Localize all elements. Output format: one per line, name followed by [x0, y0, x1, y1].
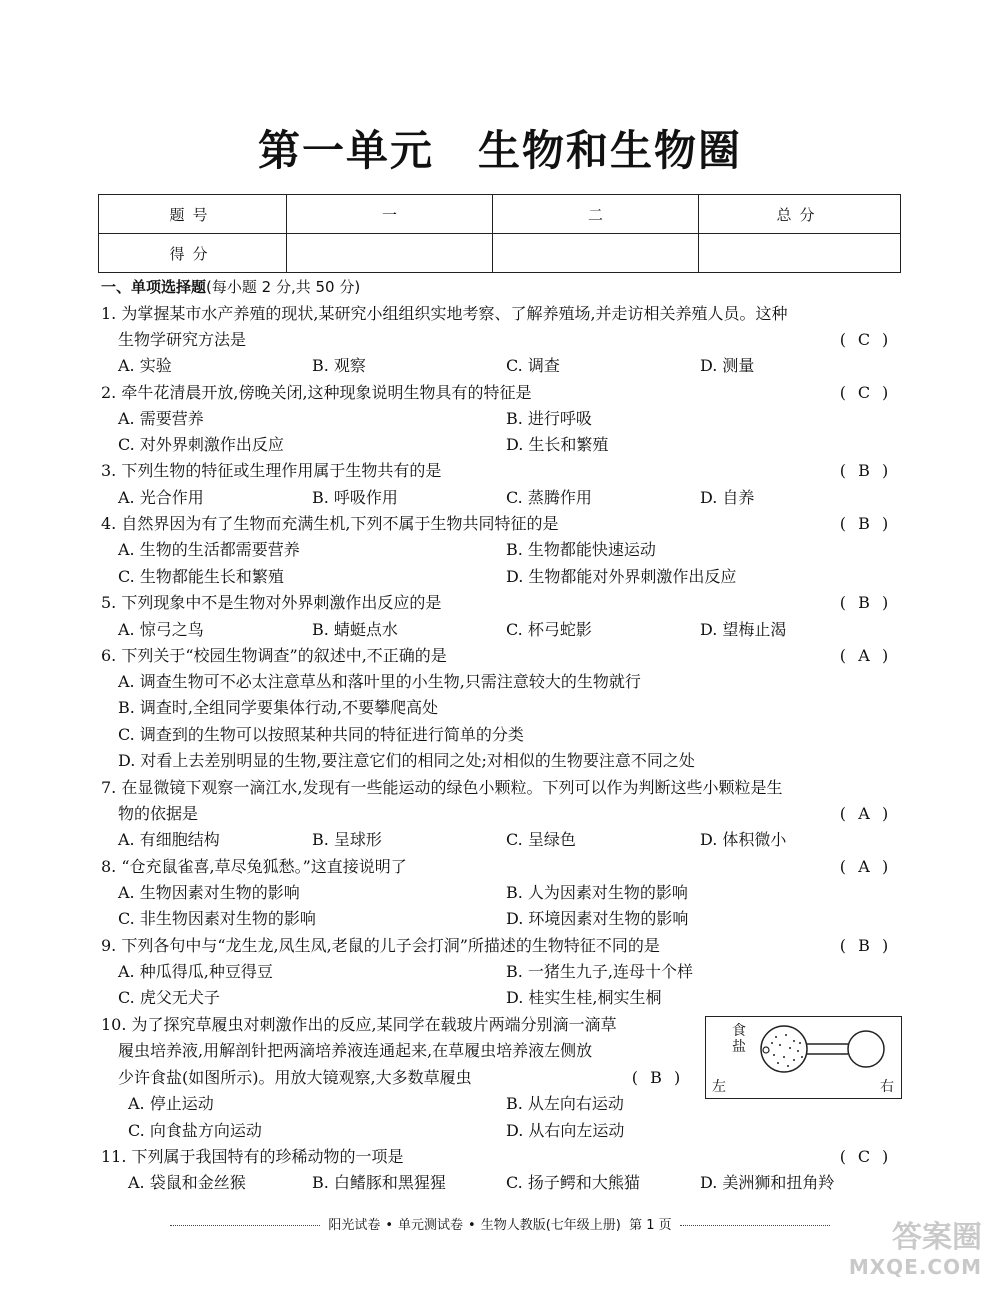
answer-slot: ( A ) — [828, 643, 900, 669]
right-drop — [848, 1031, 884, 1067]
answer-slot: ( C ) — [828, 1144, 900, 1170]
option: B. 调查时,全组同学要集体行动,不要攀爬高处 — [118, 698, 439, 717]
option: B. 进行呼吸 — [506, 409, 592, 428]
score-table — [98, 194, 901, 273]
section-title: 一、单项选择题 — [101, 278, 207, 296]
left-label: 左 — [712, 1079, 726, 1095]
option: C. 非生物因素对生物的影响 — [118, 909, 316, 928]
option: C. 调查 — [506, 356, 560, 375]
option: B. 人为因素对生物的影响 — [506, 883, 688, 902]
footer-subject: 生物人教版(七年级上册) — [480, 1218, 621, 1233]
page-number: 第 1 页 — [629, 1218, 672, 1233]
watermark-logo — [832, 1221, 982, 1285]
answer-slot: ( B ) — [620, 1065, 692, 1091]
options-row — [118, 880, 908, 906]
options-row — [118, 564, 908, 590]
option: A. 惊弓之鸟 — [118, 620, 204, 639]
options-row — [118, 537, 908, 563]
option: B. 生物都能快速运动 — [506, 540, 656, 559]
footer-type: 单元测试卷 — [398, 1218, 464, 1233]
footer-divider — [680, 1225, 830, 1226]
answer-slot: ( A ) — [828, 801, 900, 827]
option: A. 生物的生活都需要营养 — [118, 540, 300, 559]
question-7-text: 7. 在显微镜下观察一滴江水,发现有一些能运动的绿色小颗粒。下列可以作为判断这些小颗粒是生 — [101, 778, 783, 797]
option: A. 生物因素对生物的影响 — [118, 883, 300, 902]
option: C. 呈绿色 — [506, 830, 576, 849]
slide-drawing — [706, 1017, 901, 1098]
option: D. 从右向左运动 — [506, 1121, 625, 1140]
answer-slot: ( B ) — [828, 590, 900, 616]
option: D. 美洲狮和扭角羚 — [700, 1173, 835, 1192]
option: C. 调查到的生物可以按照某种共同的特征进行简单的分类 — [118, 725, 524, 744]
option: D. 自养 — [700, 488, 755, 507]
option: D. 测量 — [700, 356, 755, 375]
section-note: (每小题 2 分,共 50 分) — [206, 278, 361, 296]
options-row — [118, 432, 908, 458]
score-header-cell: 二 — [493, 195, 699, 234]
answer-slot: ( C ) — [828, 380, 900, 406]
watermark-text: 答案圈 — [892, 1220, 982, 1255]
question-9-text: 9. 下列各句中与“龙生龙,凤生凤,老鼠的儿子会打洞”所描述的生物特征不同的是 — [101, 936, 660, 955]
right-label: 右 — [880, 1079, 894, 1095]
score-header-cell: 题号 — [99, 195, 287, 234]
footer-series: 阳光试卷 — [328, 1218, 381, 1233]
answer-value: B — [858, 461, 870, 480]
score-entry-cell[interactable] — [287, 234, 493, 273]
answer-value: B — [858, 514, 870, 533]
page-title — [0, 118, 1000, 178]
option: D. 对看上去差别明显的生物,要注意它们的相同之处;对相似的生物要注意不同之处 — [118, 751, 695, 770]
unit-topic: 生物和生物圈 — [478, 126, 743, 175]
answer-value: B — [858, 593, 870, 612]
options-row — [118, 1170, 908, 1196]
options-row — [118, 617, 908, 643]
question-6-text: 6. 下列关于“校园生物调查”的叙述中,不正确的是 — [101, 646, 447, 665]
answer-slot: ( B ) — [828, 511, 900, 537]
option: D. 生长和繁殖 — [506, 435, 609, 454]
options-row — [118, 406, 908, 432]
option: A. 实验 — [118, 356, 172, 375]
options-row — [118, 1118, 908, 1144]
option: C. 虎父无犬子 — [118, 988, 220, 1007]
answer-slot: ( C ) — [828, 327, 900, 353]
paramecium-dots — [771, 1034, 803, 1067]
answer-value: A — [858, 857, 870, 876]
option: B. 蜻蜓点水 — [312, 620, 398, 639]
option: B. 呼吸作用 — [312, 488, 398, 507]
page-footer: 阳光试卷 • 单元测试卷 • 生物人教版(七年级上册) 第 1 页 — [0, 1214, 1000, 1233]
answer-value: A — [858, 646, 870, 665]
score-header-cell: 总分 — [699, 195, 901, 234]
options-row — [118, 353, 908, 379]
answer-slot: ( A ) — [828, 854, 900, 880]
answer-slot: ( B ) — [828, 933, 900, 959]
connecting-channel — [806, 1044, 848, 1054]
option: A. 种瓜得瓜,种豆得豆 — [118, 962, 273, 981]
option: A. 有细胞结构 — [118, 830, 220, 849]
paramecium-experiment-figure — [705, 1016, 902, 1099]
question-10-text: 10. 为了探究草履虫对刺激作出的反应,某同学在载玻片两端分别滴一滴草 — [101, 1015, 617, 1034]
salt-label: 盐 — [732, 1039, 746, 1055]
question-2-text: 2. 牵牛花清晨开放,傍晚关闭,这种现象说明生物具有的特征是 — [101, 383, 532, 402]
option: C. 对外界刺激作出反应 — [118, 435, 284, 454]
unit-label: 第一单元 — [257, 126, 434, 175]
options-row — [118, 906, 908, 932]
option: C. 蒸腾作用 — [506, 488, 592, 507]
score-table-header-row — [99, 195, 901, 234]
option: C. 扬子鳄和大熊猫 — [506, 1173, 640, 1192]
option: D. 望梅止渴 — [700, 620, 787, 639]
option: B. 呈球形 — [312, 830, 382, 849]
question-10-text: 履虫培养液,用解剖针把两滴培养液连通起来,在草履虫培养液左侧放 — [118, 1041, 593, 1060]
question-8-text: 8. “仓充鼠雀喜,草尽兔狐愁。”这直接说明了 — [101, 857, 407, 876]
option: D. 生物都能对外界刺激作出反应 — [506, 567, 737, 586]
question-3-text: 3. 下列生物的特征或生理作用属于生物共有的是 — [101, 461, 442, 480]
score-entry-cell[interactable] — [699, 234, 901, 273]
option: A. 需要营养 — [118, 409, 204, 428]
option: B. 观察 — [312, 356, 366, 375]
question-7-text: 物的依据是 — [118, 804, 199, 823]
question-1-text: 1. 为掌握某市水产养殖的现状,某研究小组组织实地考察、了解养殖场,并走访相关养殖人员。这种 — [101, 304, 788, 323]
question-10-text: 少许食盐(如图所示)。用放大镜观察,大多数草履虫 — [118, 1068, 472, 1087]
option: A. 调查生物可不必太注意草丛和落叶里的小生物,只需注意较大的生物就行 — [118, 672, 641, 691]
option: D. 环境因素对生物的影响 — [506, 909, 689, 928]
option: A. 袋鼠和金丝猴 — [128, 1173, 246, 1192]
question-11-text: 11. 下列属于我国特有的珍稀动物的一项是 — [101, 1147, 404, 1166]
option: A. 停止运动 — [128, 1094, 214, 1113]
answer-value: C — [857, 383, 871, 402]
option: B. 一猪生九子,连母十个样 — [506, 962, 694, 981]
question-1-text: 生物学研究方法是 — [118, 330, 247, 349]
question-5-text: 5. 下列现象中不是生物对外界刺激作出反应的是 — [101, 593, 442, 612]
option: C. 向食盐方向运动 — [128, 1121, 262, 1140]
score-header-cell: 一 — [287, 195, 493, 234]
left-drop — [761, 1026, 807, 1072]
watermark-url: MXQE.COM — [848, 1255, 982, 1279]
footer-divider — [170, 1225, 320, 1226]
score-table-score-row — [99, 234, 901, 273]
option: D. 体积微小 — [700, 830, 787, 849]
answer-value: C — [857, 330, 871, 349]
section-heading — [101, 276, 360, 297]
salt-grain — [763, 1047, 769, 1053]
options-row — [118, 985, 908, 1011]
salt-label: 食 — [732, 1023, 746, 1039]
options-row — [118, 827, 908, 853]
answer-value: B — [858, 936, 870, 955]
answer-value: C — [857, 1147, 871, 1166]
option: B. 从左向右运动 — [506, 1094, 624, 1113]
option: B. 白鳍豚和黑猩猩 — [312, 1173, 446, 1192]
options-row — [118, 959, 908, 985]
answer-value: A — [858, 804, 870, 823]
option: A. 光合作用 — [118, 488, 204, 507]
score-row-label: 得分 — [99, 234, 287, 273]
answer-slot: ( B ) — [828, 458, 900, 484]
option: C. 生物都能生长和繁殖 — [118, 567, 284, 586]
option: D. 桂实生桂,桐实生桐 — [506, 988, 662, 1007]
question-4-text: 4. 自然界因为有了生物而充满生机,下列不属于生物共同特征的是 — [101, 514, 559, 533]
options-row — [118, 485, 908, 511]
score-entry-cell[interactable] — [493, 234, 699, 273]
answer-value: B — [650, 1068, 662, 1087]
option: C. 杯弓蛇影 — [506, 620, 592, 639]
